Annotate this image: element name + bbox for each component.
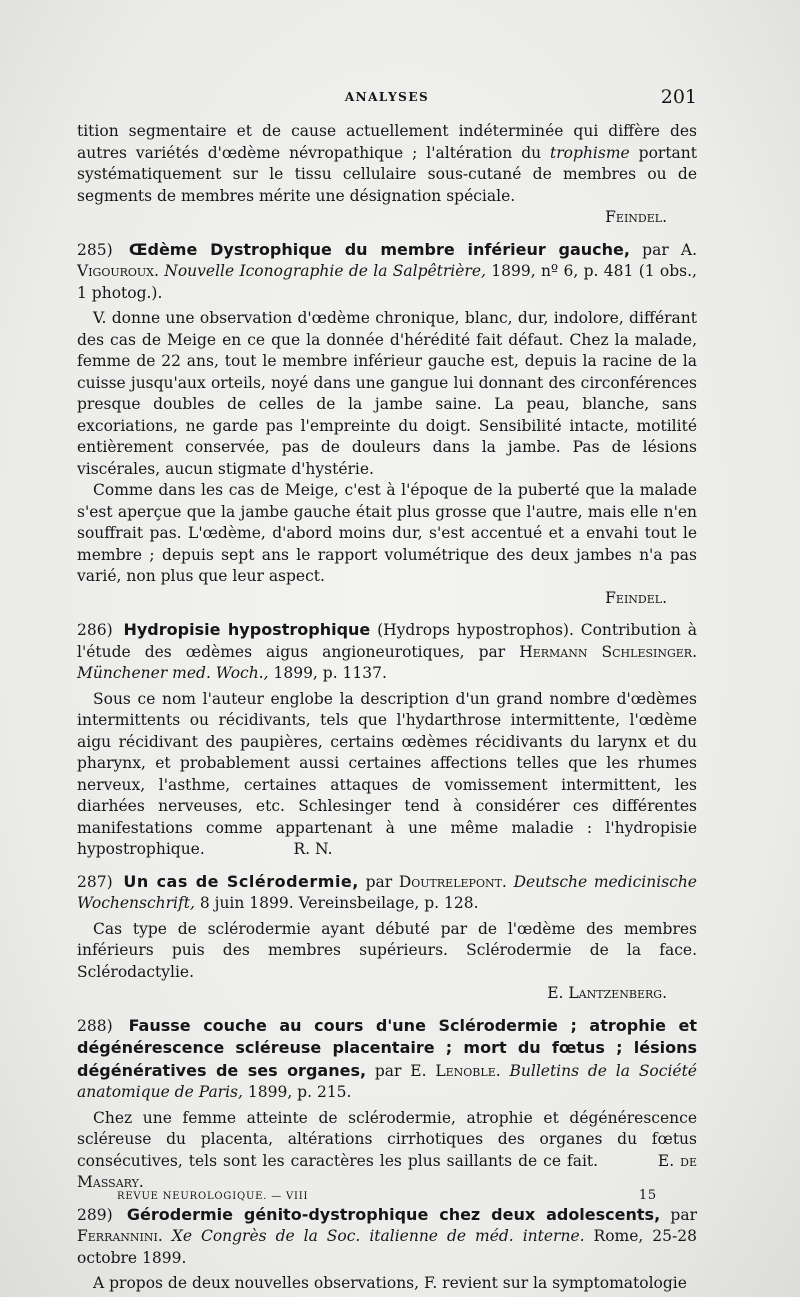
footer-sheet-number: 15 (638, 1188, 657, 1203)
entry-author: Ferrannini. (77, 1227, 163, 1245)
entry-287-paragraph-1: Cas type de sclérodermie ayant débuté par de l'œdème des membres inférieurs puis des membres supérieurs. Sclérodermie de la face. Sclérodactylie. (77, 919, 697, 981)
entry-author-prefix: par E. (374, 1061, 427, 1080)
entry-number: 286) (77, 621, 113, 639)
entry-source: Xe Congrès de la Soc. italienne de méd. interne. (171, 1227, 585, 1245)
entry-source: Deutsche medicinische Wochenschrift, (77, 872, 697, 912)
intro-text-end: portant systématiquement sur le tissu cellulaire sous-cutané de membres ou de segments de membres mérite une désignation spéciale. (77, 143, 697, 205)
entry-title: Fausse couche au cours d'une Sclérodermie ; atrophie et dégénérescence scléreuse placentaire ; mort du fœtus ; lésions dégénératives de ses organes, (77, 1015, 697, 1080)
entry-286-heading (77, 619, 697, 685)
entry-285-paragraph-2: Comme dans les cas de Meige, c'est à l'époque de la puberté que la malade s'est aperçue que la jambe gauche était plus grosse que l'autre, mais elle n'en souffrait pas. L'œdème, d'abord moins dur, s'est accentué et a envahi tout le membre ; depuis sept ans le rapport volumétrique des deux jambes n'a pas varié, non plus que leur aspect. (77, 481, 697, 585)
entry-details: Rome, 25-28 octobre 1899. (77, 1227, 697, 1267)
entry-author: Vigouroux. (77, 262, 159, 280)
entry-number: 288) (77, 1016, 113, 1035)
entry-289-paragraph-1: A propos de deux nouvelles observations, F. revient sur la symptomatologie (93, 1274, 687, 1292)
entry-author: Hermann Schlesinger. (519, 642, 697, 661)
entry-285-heading (77, 239, 697, 305)
entry-title: Gérodermie génito-dystrophique chez deux adolescents, (126, 1204, 661, 1224)
entry-286-paragraph-1: Sous ce nom l'auteur englobe la description d'un grand nombre d'œdèmes intermittents ou récidivants, tels que l'hydarthrose intermittente, l'œdème aigu récidivant des paupières, certains œdèmes récidivants du larynx et du pharynx, et probablement aussi certaines affections telles que les rhumes nerveux, l'asthme, certaines attaques de vomissement intermittent, les diarhées nerveuses, etc. Schlesinger tend à considérer ces différentes manifestations comme appartenant à une même maladie : l'hydropisie hypostrophique. R. N. (77, 689, 697, 858)
entry-288-heading (77, 1015, 697, 1104)
entry-287-signature: E. Lantzenberg. (547, 984, 667, 1002)
entry-285-paragraph-1: V. donne une observation d'œdème chronique, blanc, dur, indolore, différant des cas de Meige en ce que la donnée d'hérédité fait défaut. Chez la malade, femme de 22 ans, tout le membre inférieur gauche est, depuis la racine de la cuisse jusqu'aux orteils, noyé dans une gangue lui donnant des circonférences presque doubles de celles de la jambe saine. La peau, blanche, sans excoriations, ne garde pas l'empreinte du doigt. Sensibilité intacte, motilité entièrement conservée, pas de douleurs dans la jambe. Pas de lésions viscérales, aucun stigmate d'hystérie. (77, 309, 697, 478)
entry-author-prefix: par (365, 872, 393, 891)
page-header (77, 86, 697, 112)
entry-details: 1899, nº 6, p. 481 (1 obs., 1 photog.). (77, 262, 697, 302)
page-body (77, 121, 697, 1295)
entry-source: Münchener med. Woch., (77, 664, 269, 682)
entry-details: 1899, p. 215. (247, 1083, 352, 1101)
entry-288-signature: E. de Massary. (77, 1151, 697, 1191)
entry-289-heading (77, 1204, 697, 1270)
entry-source: Bulletins de la Société anatomique de Paris, (77, 1061, 697, 1101)
entry-title: Un cas de Sclérodermie, (123, 871, 359, 891)
intro-signature: Feindel. (605, 208, 667, 226)
entry-source: Nouvelle Iconographie de la Salpêtrière, (164, 262, 486, 280)
entry-285-signature: Feindel. (605, 588, 667, 607)
entry-subtitle: (Hydrops hypostrophos). Contribution à l'étude des œdèmes aigus angioneurotiques, par (77, 621, 697, 661)
intro-italic: trophisme (550, 143, 630, 162)
running-head: ANALYSES (344, 90, 430, 104)
entry-details: 8 juin 1899. Vereinsbeilage, p. 128. (199, 894, 479, 912)
page-number: 201 (660, 86, 697, 108)
entry-number: 285) (77, 240, 113, 259)
footer-journal: REVUE NEUROLOGIQUE. — VIII (117, 1191, 309, 1202)
entry-title: Œdème Dystrophique du membre inférieur gauche, (128, 239, 630, 259)
entry-286-signature: R. N. (293, 840, 333, 858)
entry-287-heading (77, 871, 697, 915)
intro-paragraph (77, 121, 697, 207)
entry-title: Hydropisie hypostrophique (123, 620, 371, 639)
intro-text: tition segmentaire et de cause actuellement indéterminée qui diffère des autres variétés d'œdème névropathique ; l'altération du (77, 122, 697, 162)
entry-author: Lenoble. (435, 1061, 501, 1080)
page-footer (117, 1188, 657, 1208)
entry-details: 1899, p. 1137. (273, 664, 387, 682)
entry-288-paragraph-1: Chez une femme atteinte de sclérodermie, atrophie et dégénérescence scléreuse du placenta, altérations cirrhotiques des organes du fœtus consécutives, tels sont les caractères les plus saillants de ce fait. E. de Massary. (77, 1108, 697, 1191)
entry-author: Doutrelepont. (398, 872, 507, 891)
entry-author-prefix: par (670, 1205, 697, 1224)
entry-number: 287) (77, 872, 113, 891)
entry-author-prefix: par A. (642, 240, 698, 259)
entry-number: 289) (77, 1205, 113, 1224)
